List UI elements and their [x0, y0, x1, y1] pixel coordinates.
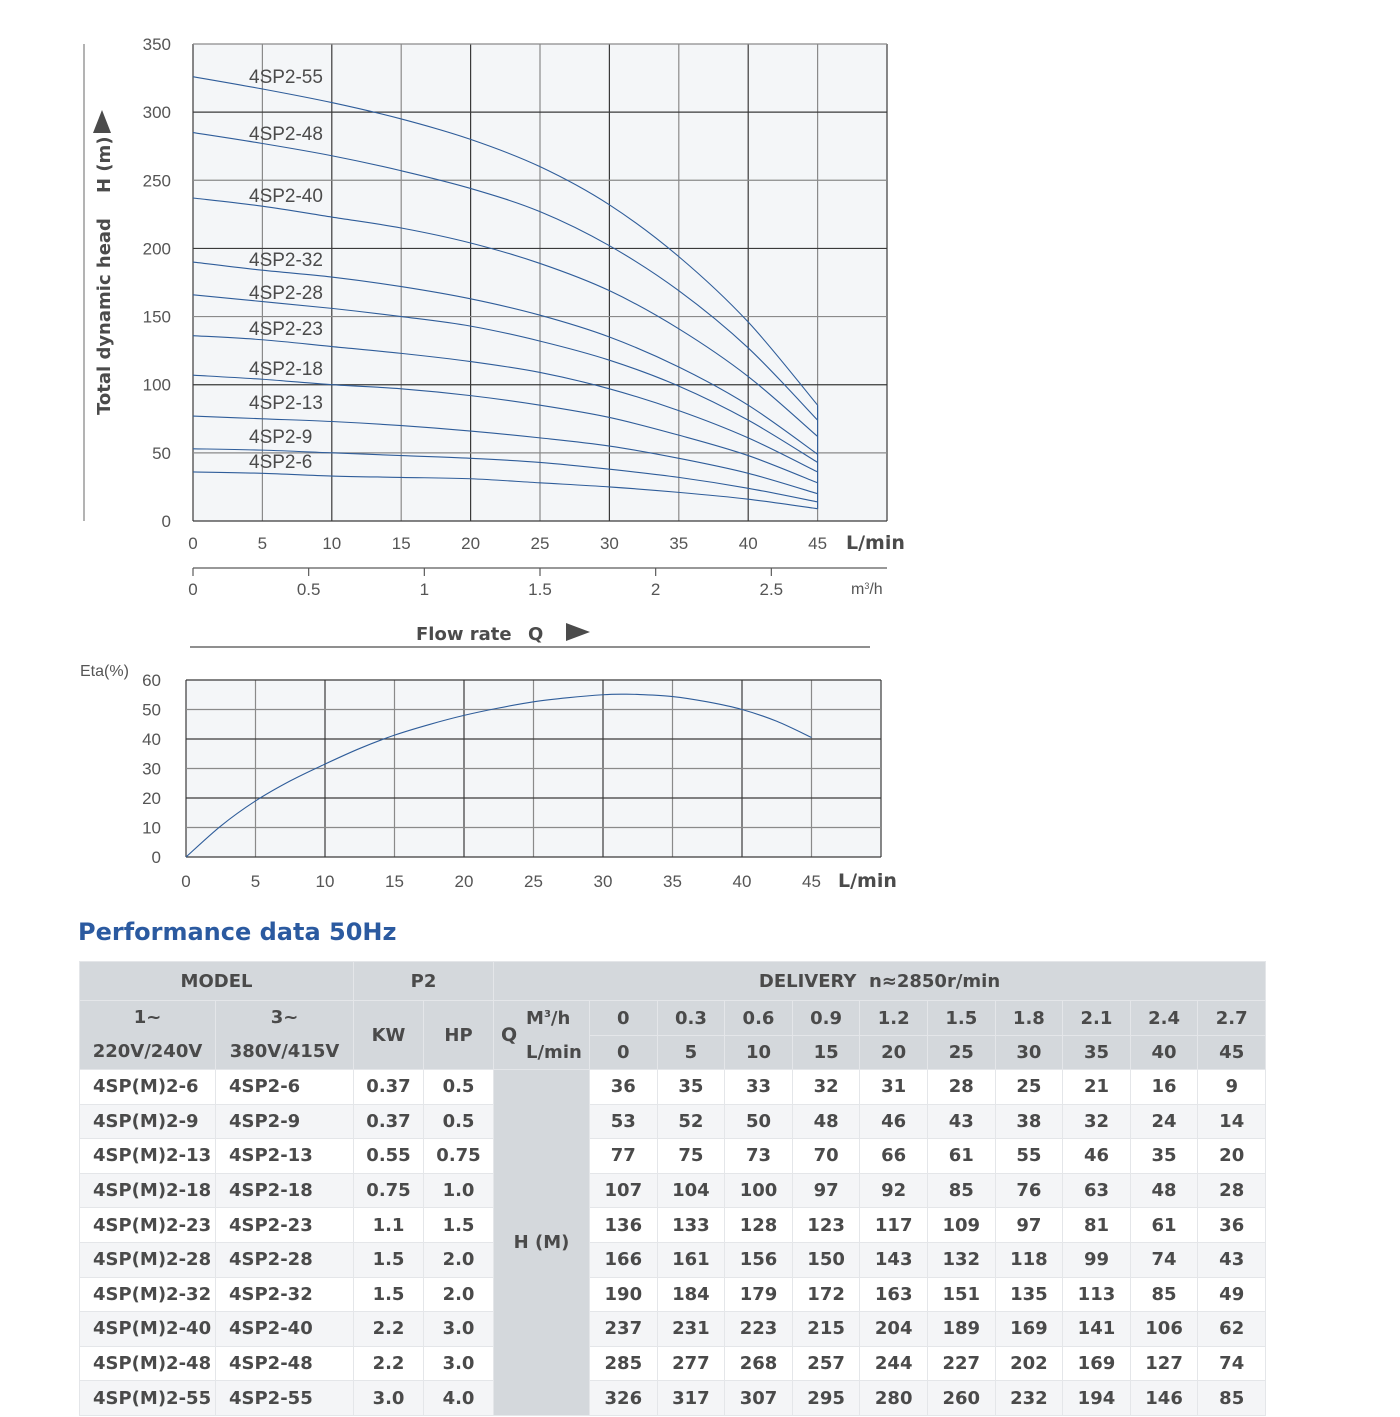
head-value: 25: [995, 1070, 1063, 1105]
model-single-phase: 4SP(M)2-55: [80, 1381, 216, 1416]
power-hp: 2.0: [424, 1277, 494, 1312]
x-tick-label: 15: [391, 534, 411, 553]
curve-label: 4SP2-6: [249, 452, 313, 473]
head-value: 77: [590, 1139, 658, 1174]
model-three-phase: 4SP2-28: [216, 1242, 354, 1277]
header-q-m3h-value: 2.1: [1063, 1001, 1131, 1036]
head-value: 85: [1130, 1277, 1198, 1312]
power-kw: 0.37: [354, 1104, 424, 1139]
header-lmin: L/min: [526, 1042, 582, 1063]
header-m3h: $M^3/h$: [526, 1008, 571, 1029]
head-value: 46: [1063, 1139, 1131, 1174]
x-tick-label: 0: [188, 534, 198, 553]
head-value: 61: [1130, 1208, 1198, 1243]
head-value: 35: [657, 1070, 725, 1105]
arrow-up-icon: [93, 110, 111, 133]
x-tick-label: 40: [738, 534, 758, 553]
eta-x-tick-label: 25: [524, 872, 543, 891]
head-curve-labels: [249, 67, 323, 473]
model-single-phase: 4SP(M)2-28: [80, 1242, 216, 1277]
head-value: 63: [1063, 1173, 1131, 1208]
model-single-phase: 4SP(M)2-18: [80, 1173, 216, 1208]
header-three-phase: [216, 1001, 354, 1070]
header-q-lmin-value: 5: [657, 1036, 725, 1070]
head-value: 232: [995, 1381, 1063, 1416]
head-value: 49: [1198, 1277, 1266, 1312]
model-three-phase: 4SP2-9: [216, 1104, 354, 1139]
flow-symbol: Q: [528, 624, 544, 645]
head-value: 277: [657, 1346, 725, 1381]
power-kw: 3.0: [354, 1381, 424, 1416]
head-value: 127: [1130, 1346, 1198, 1381]
head-value: 132: [927, 1242, 995, 1277]
header-q-lmin-value: 20: [860, 1036, 928, 1070]
model-single-phase: 4SP(M)2-13: [80, 1139, 216, 1174]
head-value: 32: [792, 1070, 860, 1105]
head-value: 33: [725, 1070, 793, 1105]
head-value: 156: [725, 1242, 793, 1277]
head-value: 43: [927, 1104, 995, 1139]
table-row: [80, 1139, 1266, 1174]
eta-y-tick-label: 0: [151, 848, 161, 867]
eta-x-tick-label: 30: [593, 872, 613, 891]
head-value: 141: [1063, 1312, 1131, 1347]
head-value: 61: [927, 1139, 995, 1174]
head-value: 20: [1198, 1139, 1266, 1174]
x2-tick-label: 2.5: [759, 580, 784, 599]
head-value: 223: [725, 1312, 793, 1347]
header-kw: KW: [354, 1001, 424, 1070]
head-value: 268: [725, 1346, 793, 1381]
power-kw: 2.2: [354, 1312, 424, 1347]
power-hp: 3.0: [424, 1312, 494, 1347]
header-q-m3h-value: 0.9: [792, 1001, 860, 1036]
head-value: 106: [1130, 1312, 1198, 1347]
table-row: [80, 1173, 1266, 1208]
model-three-phase: 4SP2-48: [216, 1346, 354, 1381]
eta-x-axis-unit: L/min: [838, 870, 897, 892]
head-x-ticks: [188, 534, 827, 553]
head-value: 38: [995, 1104, 1063, 1139]
header-q-lmin-value: 15: [792, 1036, 860, 1070]
x-tick-label: 10: [322, 534, 342, 553]
power-hp: 1.5: [424, 1208, 494, 1243]
head-value: 190: [590, 1277, 658, 1312]
x2-tick-label: 0.5: [296, 580, 321, 599]
head-value: 36: [1198, 1208, 1266, 1243]
eta-x-tick-label: 35: [663, 872, 682, 891]
head-value: 244: [860, 1346, 928, 1381]
table-row: [80, 1277, 1266, 1312]
table-row: [80, 1381, 1266, 1416]
head-value: 31: [860, 1070, 928, 1105]
head-value: 16: [1130, 1070, 1198, 1105]
head-value: 146: [1130, 1381, 1198, 1416]
x-tick-label: 35: [669, 534, 689, 553]
eta-x-tick-label: 15: [385, 872, 404, 891]
head-value: 28: [927, 1070, 995, 1105]
y-axis-title: Total dynamic head: [94, 218, 115, 415]
header-q-units: [494, 1001, 590, 1070]
head-value: 14: [1198, 1104, 1266, 1139]
head-value: 36: [590, 1070, 658, 1105]
head-value: 85: [1198, 1381, 1266, 1416]
head-value: 66: [860, 1139, 928, 1174]
curve-label: 4SP2-13: [249, 393, 323, 414]
head-value: 92: [860, 1173, 928, 1208]
section-title: Performance data 50Hz: [78, 918, 397, 946]
head-value: 143: [860, 1242, 928, 1277]
x2-tick-label: 0: [188, 580, 198, 599]
model-three-phase: 4SP2-18: [216, 1173, 354, 1208]
eta-x-tick-label: 0: [181, 872, 191, 891]
head-value: 280: [860, 1381, 928, 1416]
head-value: 133: [657, 1208, 725, 1243]
curve-label: 4SP2-9: [249, 427, 313, 448]
eta-x-tick-label: 45: [802, 872, 821, 891]
model-single-phase: 4SP(M)2-40: [80, 1312, 216, 1347]
head-value: 9: [1198, 1070, 1266, 1105]
curve-label: 4SP2-18: [249, 359, 323, 380]
head-value: 32: [1063, 1104, 1131, 1139]
head-value: 202: [995, 1346, 1063, 1381]
model-single-phase: 4SP(M)2-6: [80, 1070, 216, 1105]
curve-label: 4SP2-28: [249, 283, 323, 304]
head-value: 43: [1198, 1242, 1266, 1277]
head-value: 307: [725, 1381, 793, 1416]
header-three-phase-line1: 3~: [270, 1007, 299, 1028]
head-value: 295: [792, 1381, 860, 1416]
header-q-m3h-value: 2.7: [1198, 1001, 1266, 1036]
power-kw: 1.1: [354, 1208, 424, 1243]
x-tick-label: 30: [599, 534, 619, 553]
head-value: 135: [995, 1277, 1063, 1312]
header-p2: P2: [354, 962, 494, 1001]
head-value: 215: [792, 1312, 860, 1347]
power-hp: 1.0: [424, 1173, 494, 1208]
head-value: 24: [1130, 1104, 1198, 1139]
header-q-lmin-value: 10: [725, 1036, 793, 1070]
header-q-m3h-value: 1.8: [995, 1001, 1063, 1036]
head-value: 97: [792, 1173, 860, 1208]
head-value: 28: [1198, 1173, 1266, 1208]
header-q-lmin-value: 25: [927, 1036, 995, 1070]
x-tick-label: 20: [461, 534, 481, 553]
head-value: 76: [995, 1173, 1063, 1208]
model-three-phase: 4SP2-32: [216, 1277, 354, 1312]
head-value: 150: [792, 1242, 860, 1277]
model-three-phase: 4SP2-23: [216, 1208, 354, 1243]
power-kw: 1.5: [354, 1242, 424, 1277]
head-chart: [0, 0, 1400, 660]
head-value: 179: [725, 1277, 793, 1312]
head-value: 163: [860, 1277, 928, 1312]
arrow-right-icon: [566, 623, 590, 641]
header-q-m3h-value: 0.3: [657, 1001, 725, 1036]
x-axis-unit: L/min: [846, 532, 905, 554]
eta-y-axis-title: Eta(%): [80, 663, 129, 680]
table-row: [80, 1346, 1266, 1381]
head-value: 169: [1063, 1346, 1131, 1381]
header-q-lmin-value: 0: [590, 1036, 658, 1070]
head-value: 62: [1198, 1312, 1266, 1347]
x-tick-label: 25: [530, 534, 550, 553]
header-three-phase-line2: 380V/415V: [229, 1041, 340, 1062]
y-tick-label: 200: [142, 239, 171, 259]
eta-x-tick-label: 5: [250, 872, 261, 891]
head-value: 204: [860, 1312, 928, 1347]
x-tick-label: 45: [808, 534, 828, 553]
head-value: 117: [860, 1208, 928, 1243]
eta-y-ticks: [142, 671, 161, 867]
head-y-ticks: [143, 35, 171, 531]
x-tick-label: 5: [257, 534, 268, 553]
power-hp: 0.5: [424, 1104, 494, 1139]
curve-label: 4SP2-32: [249, 250, 323, 271]
head-value: 128: [725, 1208, 793, 1243]
y-tick-label: 100: [142, 375, 171, 395]
header-q-lmin-value: 35: [1063, 1036, 1131, 1070]
head-value: 109: [927, 1208, 995, 1243]
header-single-phase-line2: 220V/240V: [92, 1041, 203, 1062]
header-hp: HP: [424, 1001, 494, 1070]
head-value: 161: [657, 1242, 725, 1277]
model-single-phase: 4SP(M)2-48: [80, 1346, 216, 1381]
head-value: 260: [927, 1381, 995, 1416]
eta-x-tick-label: 20: [454, 872, 474, 891]
head-value: 194: [1063, 1381, 1131, 1416]
header-q-m3h-value: 0: [590, 1001, 658, 1036]
performance-table: [79, 961, 1266, 1416]
eta-x-ticks: [181, 872, 821, 891]
head-value: 169: [995, 1312, 1063, 1347]
table-row: [80, 1104, 1266, 1139]
eta-y-tick-label: 20: [142, 789, 161, 808]
head-value: 81: [1063, 1208, 1131, 1243]
head-value: 48: [792, 1104, 860, 1139]
head-value: 74: [1130, 1242, 1198, 1277]
head-value: 107: [590, 1173, 658, 1208]
power-hp: 2.0: [424, 1242, 494, 1277]
flow-rate-label: Flow rate: [416, 624, 512, 645]
head-value: 55: [995, 1139, 1063, 1174]
power-hp: 4.0: [424, 1381, 494, 1416]
head-value: 166: [590, 1242, 658, 1277]
eta-y-tick-label: 10: [142, 818, 161, 838]
header-delivery: DELIVERY n≈2850r/min: [494, 962, 1266, 1001]
head-value: 231: [657, 1312, 725, 1347]
head-value: 21: [1063, 1070, 1131, 1105]
head-value: 326: [590, 1381, 658, 1416]
head-value: 100: [725, 1173, 793, 1208]
y-axis-unit: H (m): [94, 136, 115, 193]
head-value: 46: [860, 1104, 928, 1139]
head-value: 35: [1130, 1139, 1198, 1174]
y-tick-label: 250: [142, 171, 171, 191]
head-value: 73: [725, 1139, 793, 1174]
head-value: 97: [995, 1208, 1063, 1243]
y-tick-label: 0: [161, 512, 171, 531]
table-row: [80, 1242, 1266, 1277]
head-value: 123: [792, 1208, 860, 1243]
power-kw: 1.5: [354, 1277, 424, 1312]
model-single-phase: 4SP(M)2-9: [80, 1104, 216, 1139]
x2-tick-label: 2: [650, 580, 661, 599]
head-value: 53: [590, 1104, 658, 1139]
header-single-phase-line1: 1~: [133, 1007, 162, 1028]
x2-tick-label: 1.5: [528, 580, 552, 599]
header-model: MODEL: [80, 962, 354, 1001]
header-q-lmin-value: 30: [995, 1036, 1063, 1070]
x2-tick-label: 1: [419, 580, 430, 599]
head-value: 99: [1063, 1242, 1131, 1277]
head-value: 113: [1063, 1277, 1131, 1312]
header-q-m3h-value: 2.4: [1130, 1001, 1198, 1036]
y-tick-label: 350: [142, 35, 171, 54]
power-hp: 0.5: [424, 1070, 494, 1105]
head-value: 104: [657, 1173, 725, 1208]
power-kw: 2.2: [354, 1346, 424, 1381]
head-value: 48: [1130, 1173, 1198, 1208]
power-kw: 0.75: [354, 1173, 424, 1208]
head-value: 189: [927, 1312, 995, 1347]
head-value: 237: [590, 1312, 658, 1347]
y-tick-label: 150: [142, 307, 171, 327]
head-unit-label: H (M): [494, 1070, 590, 1416]
model-three-phase: 4SP2-40: [216, 1312, 354, 1347]
head-value: 172: [792, 1277, 860, 1312]
table-row: [80, 1312, 1266, 1347]
x2-axis-unit: $m^3/h$: [851, 581, 883, 598]
model-single-phase: 4SP(M)2-32: [80, 1277, 216, 1312]
head-value: 285: [590, 1346, 658, 1381]
model-three-phase: 4SP2-6: [216, 1070, 354, 1105]
head-value: 74: [1198, 1346, 1266, 1381]
table-row: [80, 1070, 1266, 1105]
model-single-phase: 4SP(M)2-23: [80, 1208, 216, 1243]
head-secondary-x-axis: [188, 568, 887, 599]
head-value: 151: [927, 1277, 995, 1312]
head-value: 136: [590, 1208, 658, 1243]
power-kw: 0.37: [354, 1070, 424, 1105]
head-value: 70: [792, 1139, 860, 1174]
eta-y-tick-label: 50: [142, 700, 161, 720]
eta-chart: [0, 655, 1400, 905]
power-kw: 0.55: [354, 1139, 424, 1174]
header-q-m3h-value: 1.5: [927, 1001, 995, 1036]
header-q-lmin-value: 45: [1198, 1036, 1266, 1070]
eta-y-tick-label: 30: [142, 759, 161, 779]
header-q-lmin-value: 40: [1130, 1036, 1198, 1070]
header-q-m3h-value: 0.6: [725, 1001, 793, 1036]
power-hp: 3.0: [424, 1346, 494, 1381]
head-value: 52: [657, 1104, 725, 1139]
head-value: 317: [657, 1381, 725, 1416]
table-row: [80, 1208, 1266, 1243]
eta-x-tick-label: 40: [732, 872, 752, 891]
head-value: 75: [657, 1139, 725, 1174]
curve-label: 4SP2-48: [249, 124, 323, 145]
curve-label: 4SP2-55: [249, 67, 323, 88]
header-single-phase: [80, 1001, 216, 1070]
power-hp: 0.75: [424, 1139, 494, 1174]
curve-label: 4SP2-40: [249, 186, 323, 207]
head-value: 227: [927, 1346, 995, 1381]
head-value: 257: [792, 1346, 860, 1381]
head-value: 184: [657, 1277, 725, 1312]
y-tick-label: 300: [142, 103, 171, 123]
curve-label: 4SP2-23: [249, 319, 323, 340]
header-q: Q: [501, 1024, 518, 1046]
head-value: 50: [725, 1104, 793, 1139]
eta-y-tick-label: 60: [142, 671, 161, 690]
eta-y-tick-label: 40: [142, 730, 161, 749]
head-value: 118: [995, 1242, 1063, 1277]
head-value: 85: [927, 1173, 995, 1208]
header-q-m3h-value: 1.2: [860, 1001, 928, 1036]
model-three-phase: 4SP2-13: [216, 1139, 354, 1174]
y-tick-label: 50: [152, 443, 171, 463]
model-three-phase: 4SP2-55: [216, 1381, 354, 1416]
eta-x-tick-label: 10: [315, 872, 335, 891]
